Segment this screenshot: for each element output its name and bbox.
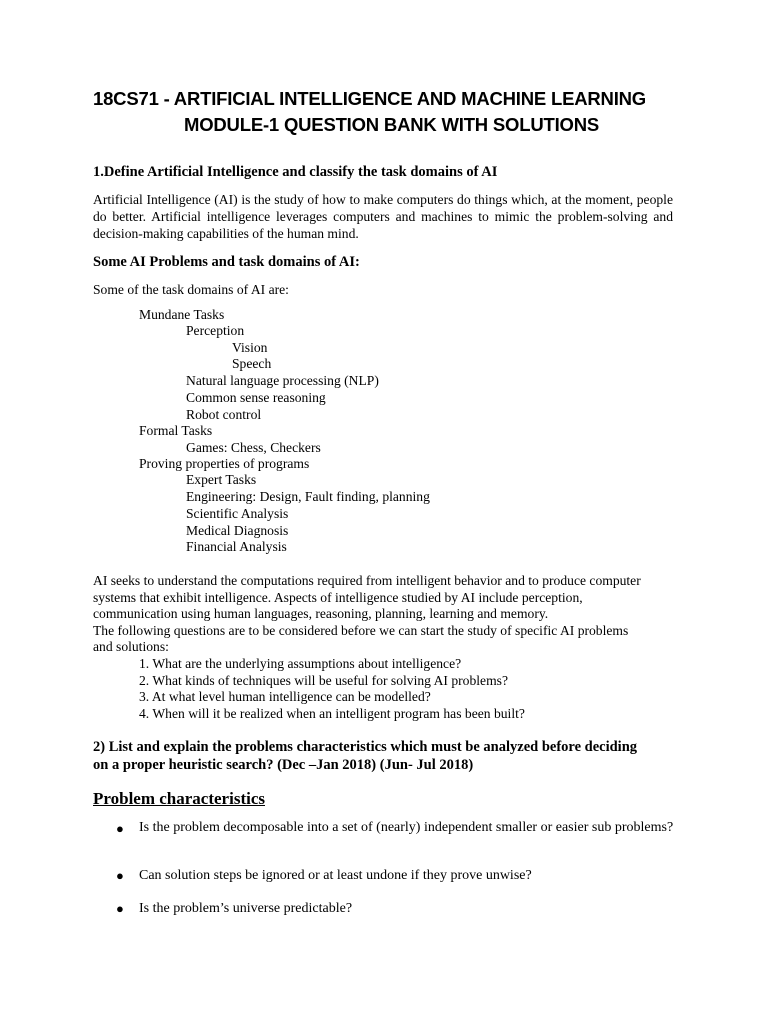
domain-item: Vision: [232, 340, 268, 355]
domain-item: Scientific Analysis: [186, 506, 289, 521]
bullet-item: Is the problem decomposable into a set of (nearly) independent smaller or easier sub problems?: [139, 820, 674, 835]
question-2-heading-line-2: on a proper heuristic search? (Dec –Jan 2018) (Jun- Jul 2018): [93, 757, 474, 773]
domain-item: Formal Tasks: [139, 423, 213, 438]
domain-item: Natural language processing (NLP): [186, 373, 379, 388]
numbered-question: 2. What kinds of techniques will be useful for solving AI problems?: [139, 673, 508, 688]
ai-paragraph-line: systems that exhibit intelligence. Aspects of intelligence studied by AI include perception,: [93, 590, 583, 605]
domain-item: Expert Tasks: [186, 472, 257, 487]
domain-item: Proving properties of programs: [139, 456, 310, 471]
numbered-question: 1. What are the underlying assumptions about intelligence?: [139, 656, 462, 671]
domain-item: Mundane Tasks: [139, 307, 225, 322]
question-1-heading: 1.Define Artificial Intelligence and classify the task domains of AI: [93, 164, 498, 180]
domain-item: Financial Analysis: [186, 539, 287, 554]
numbered-question: 3. At what level human intelligence can be modelled?: [139, 689, 431, 704]
ai-paragraph-line: communication using human languages, reasoning, planning, learning and memory.: [93, 606, 549, 621]
bullet-item: Can solution steps be ignored or at least undone if they prove unwise?: [139, 868, 532, 883]
question-2-heading-line-1: 2) List and explain the problems characteristics which must be analyzed before deciding: [93, 739, 638, 755]
ai-paragraph-line: AI seeks to understand the computations required from intelligent behavior and to produce computer: [93, 573, 641, 588]
ai-paragraph-line: The following questions are to be considered before we can start the study of specific AI problems: [93, 623, 629, 638]
bullet-icon: ●: [116, 868, 124, 883]
domain-item: Speech: [232, 356, 272, 371]
domain-item: Common sense reasoning: [186, 390, 326, 405]
ai-definition-paragraph: Artificial Intelligence (AI) is the study of how to make computers do things which, at the moment, people do better. Artificial intelligence leverages computers and machines to mimic the problem-solving and decision-making capabilities of the human mind.: [93, 192, 673, 241]
domain-item: Medical Diagnosis: [186, 523, 289, 538]
numbered-question: 4. When will it be realized when an intelligent program has been built?: [139, 706, 525, 721]
bullet-icon: ●: [116, 901, 124, 916]
domain-item: Robot control: [186, 407, 262, 422]
document-title-line-1: 18CS71 - ARTIFICIAL INTELLIGENCE AND MACHINE LEARNING: [93, 88, 646, 109]
domain-item: Engineering: Design, Fault finding, planning: [186, 489, 430, 504]
domain-item: Games: Chess, Checkers: [186, 440, 321, 455]
ai-paragraph-line: and solutions:: [93, 639, 169, 654]
bullet-item: Is the problem’s universe predictable?: [139, 901, 353, 916]
bullet-icon: ●: [116, 821, 124, 836]
domain-item: Perception: [186, 323, 245, 338]
task-domains-subheading: Some AI Problems and task domains of AI:: [93, 254, 360, 270]
document-title-line-2: MODULE-1 QUESTION BANK WITH SOLUTIONS: [184, 114, 600, 135]
task-domains-intro: Some of the task domains of AI are:: [93, 282, 289, 297]
problem-characteristics-title: Problem characteristics: [93, 789, 265, 808]
